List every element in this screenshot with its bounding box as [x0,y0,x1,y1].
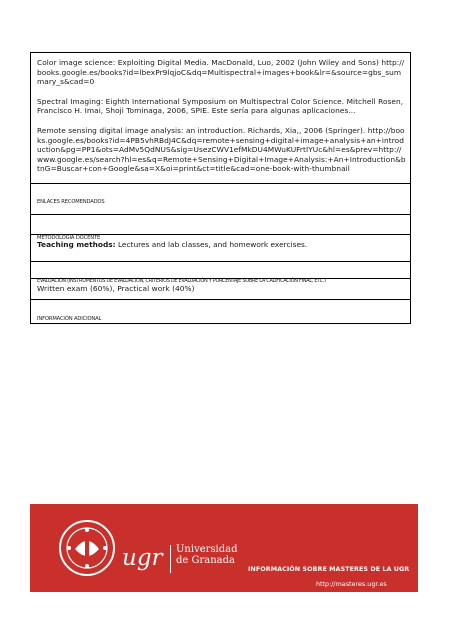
evaluation-text: Written exam (60%), Practical work (40%) [37,284,195,293]
teaching-methods-row [31,240,410,249]
links-heading-row [31,188,410,207]
section-divider [31,278,410,279]
logo-divider [170,545,171,573]
additional-info-heading: INFORMACIÓN ADICIONAL [37,316,102,322]
teaching-methods-label: Teaching methods: [37,240,116,249]
course-info-table [30,52,411,324]
reference-item: Remote sensing digital image analysis: an introduction. Richards, Xia,, 2006 (Springer). http://books.google.es/books?id=4PB5vhRBdJ4C&dq=remote+sensing+digital+image+analysis+an+introduction&pg=PP1&ots=AdMv5QdNUS&sig=UsezCWV1efMkDU4MWuKUFrtIYUc&hl=es&prev=http://www.google.es/search?hl=es&q=Remote+Sensing+Digital+Image+Analysis:+An+Introduction&btnG=Buscar+con+Google&sa=X&oi=print&ct=title&cad=one-book-with-thumbnail [37,125,406,174]
evaluation-heading: EVALUACIÓN (INSTRUMENTOS DE EVALUACIÓN, CRITERIOS DE EVALUACIÓN Y PORCENTAJE SOBRE LA CALIFICACIÓN FINAL, ETC.) [37,278,326,284]
section-divider [31,234,410,235]
methodology-heading: METODOLOGÍA DOCENTE [37,235,101,241]
section-divider [31,299,410,300]
teaching-methods-text: Lectures and lab classes, and homework exercises. [115,240,308,249]
university-name [176,544,238,566]
links-heading: ENLACES RECOMENDADOS [37,199,105,205]
university-name-line1: Universidad [176,544,238,555]
university-seal-icon [58,519,116,577]
masters-info-title: INFORMACIÓN SOBRE MASTERES DE LA UGR [248,565,410,573]
university-name-line2: de Granada [176,555,235,566]
additional-info-heading-row [31,305,410,324]
section-divider [31,214,410,215]
reference-item: Spectral Imaging: Eighth International Symposium on Multispectral Color Science. Mitchell Rosen, Francisco H. Imai, Shoji Tominaga, 2006, SPIE. Este sería para algunas aplicaciones... [37,96,404,116]
bibliography-section [31,58,410,186]
section-divider [31,261,410,262]
reference-item: Color image science: Exploiting Digital Media. MacDonald, Luo, 2002 (John Wiley and Sons) http://books.google.es/books?id=lbexPr9lqjoC&dq=Multispectral+images+book&lr=&source=gbs_summary_s&cad=0 [37,58,405,87]
section-divider [31,183,410,184]
ugr-logo: ugr [122,545,163,571]
masters-info-link[interactable]: http://masteres.ugr.es [316,580,387,588]
